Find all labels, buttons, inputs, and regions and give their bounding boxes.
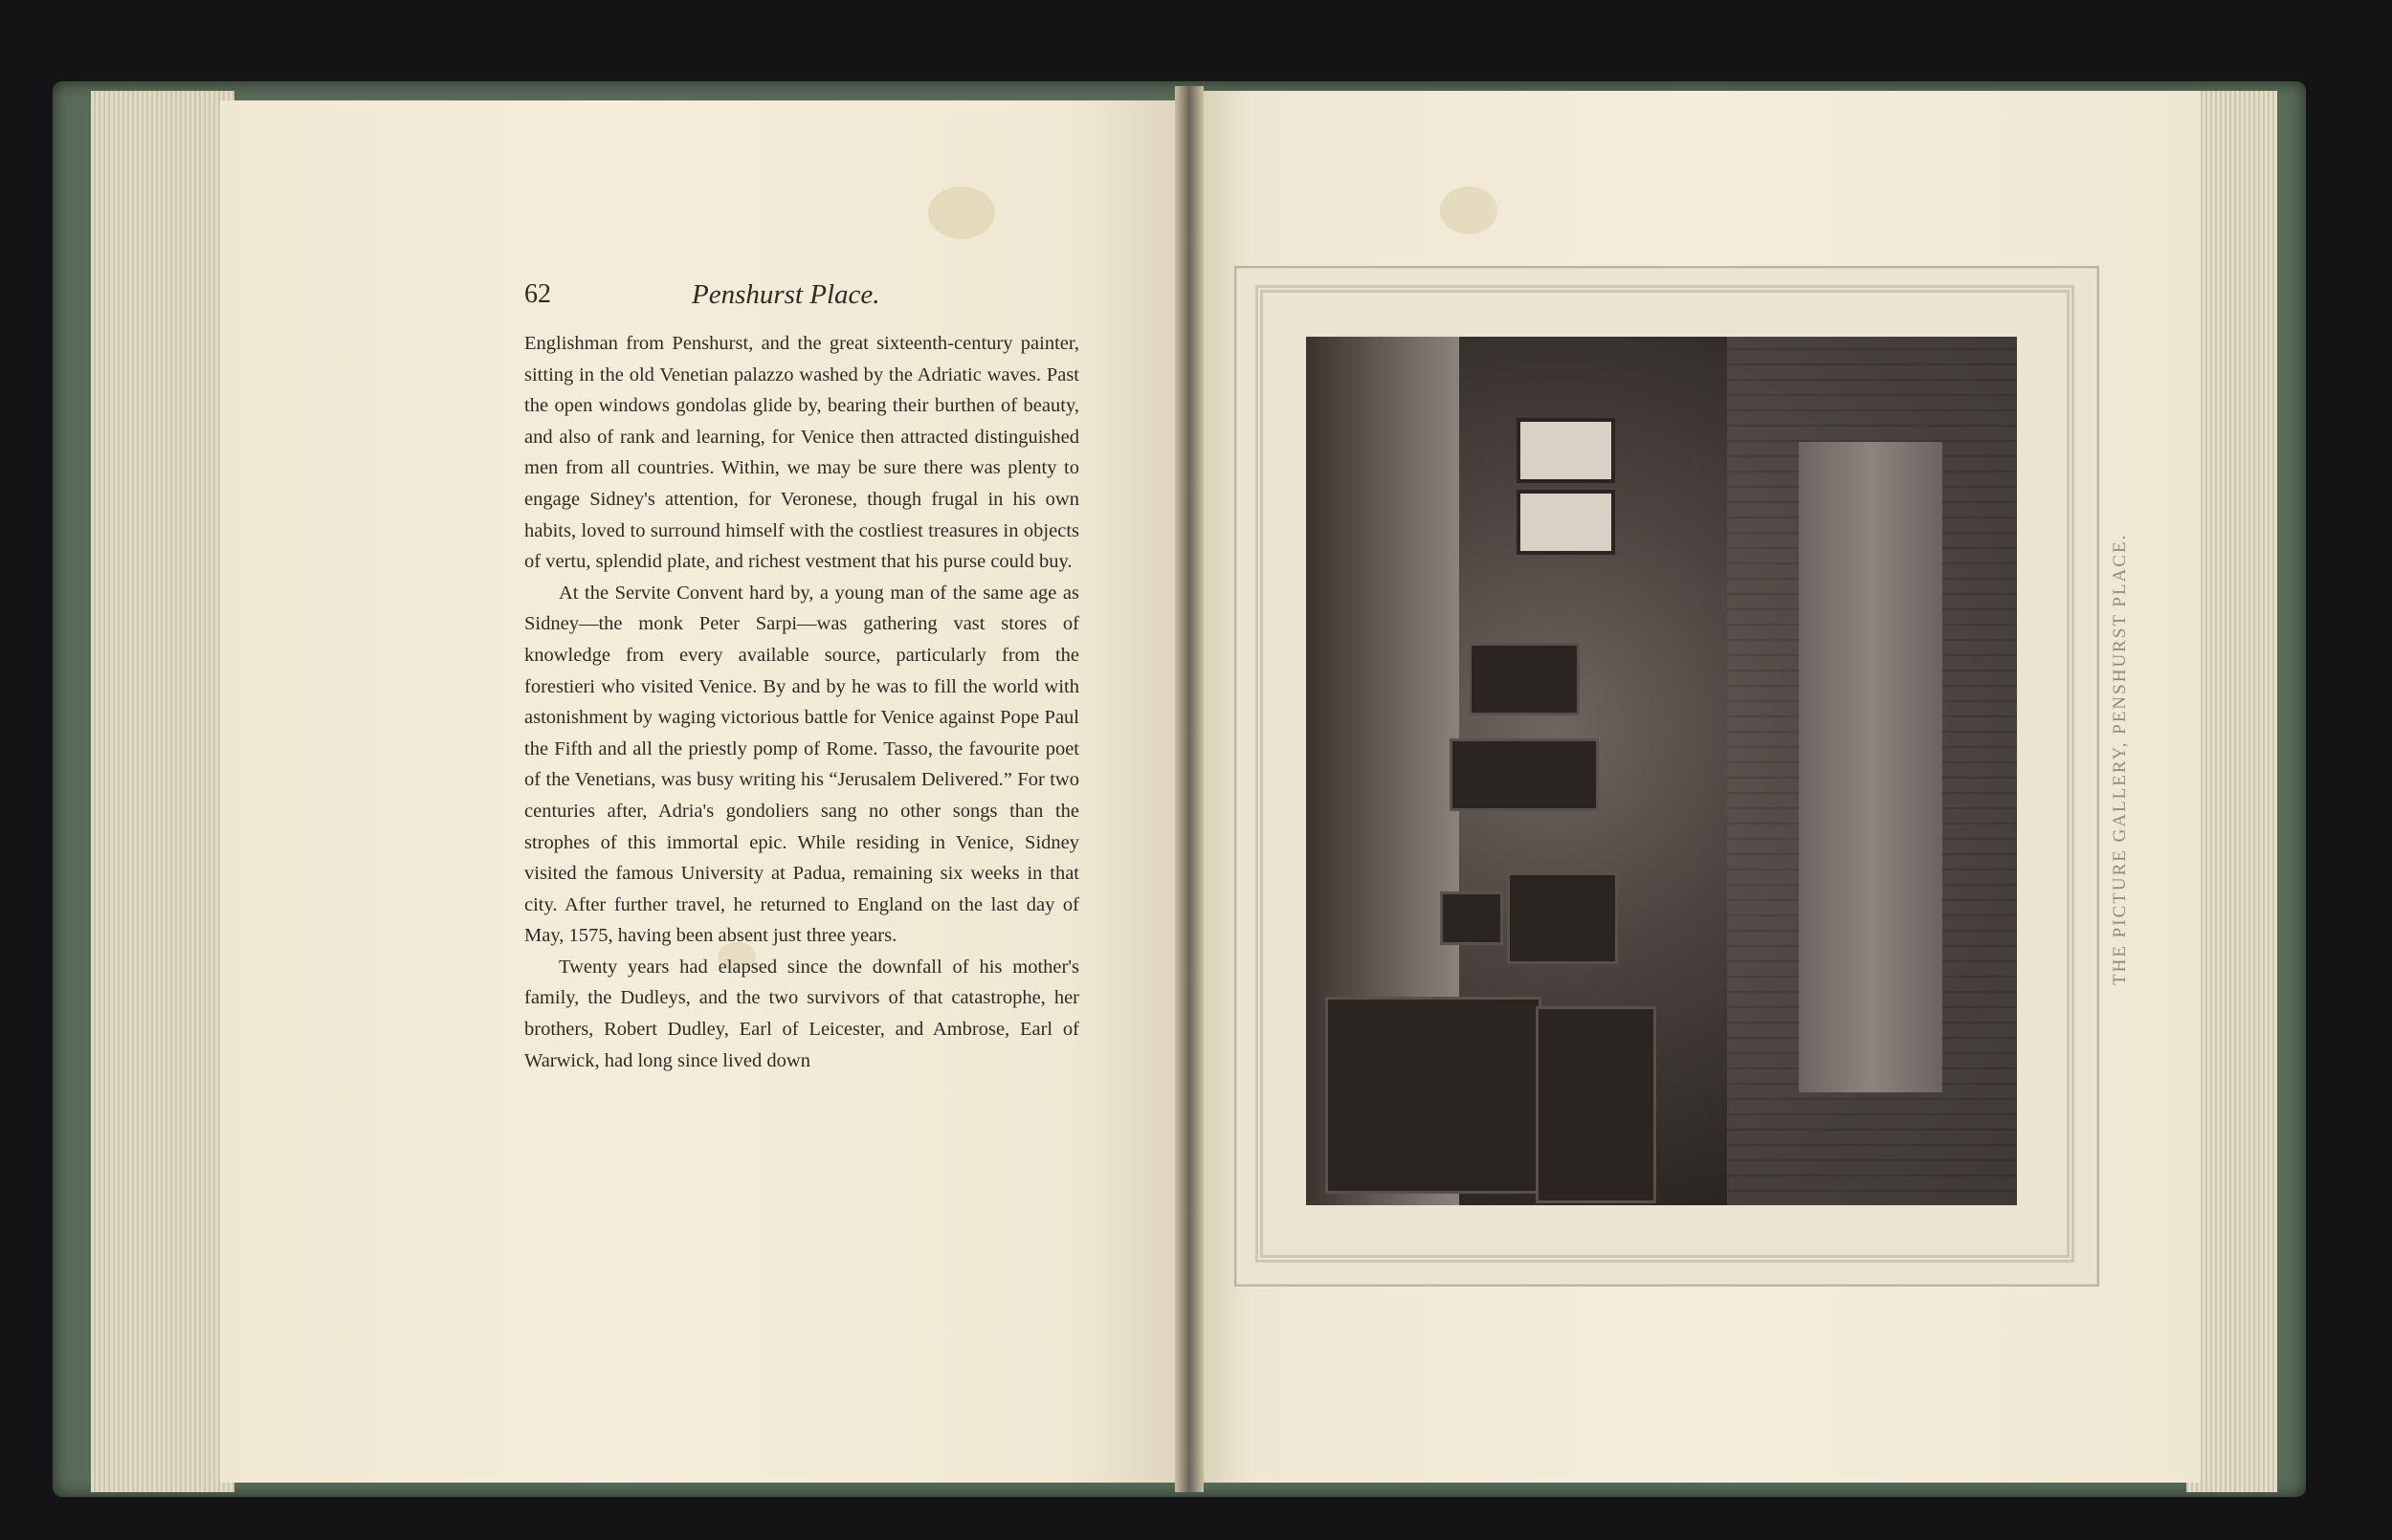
body-text [524,328,1079,1076]
picture-gallery-photograph [1306,337,2017,1205]
page-edges-left [91,91,234,1492]
paragraph-1: Englishman from Penshurst, and the great sixteenth-century painter, sitting in the old Venetian palazzo washed by the Adriatic waves. Past the open windows gondolas glide by, bearing their burthen of beauty, and also of rank and learning, for Venice then attracted distinguished men from all countries. Within, we may be sure there was plenty to engage Sidney's attention, for Veronese, though frugal in his own habits, loved to surround himself with the costliest treasures in objects of vertu, splendid plate, and richest vestment that his purse could buy. [524,333,1079,573]
plate-caption: THE PICTURE GALLERY, PENSHURST PLACE. [2110,533,2130,985]
book-gutter [1175,86,1204,1492]
paragraph-3: Twenty years had elapsed since the downfall of his mother's family, the Dudleys, and the two survivors of that catastrophe, her brothers, Robert Dudley, Earl of Leicester, and Ambrose, Earl of Warwick, had long since lived down [524,956,1079,1071]
page-header [524,279,1079,318]
paragraph-2: At the Servite Convent hard by, a young man of the same age as Sidney—the monk Peter Sarpi—was gathering vast stores of knowledge from every available source, particularly from the forestieri who visited Venice. By and by he was to fill the world with astonishment by waging victorious battle for Venice against Pope Paul the Fifth and all the priestly pomp of Rome. Tasso, the favourite poet of the Venetians, was busy writing his “Jerusalem Delivered.” For two centuries after, Adria's gondoliers sang no other songs than the strophes of this immortal epic. While residing in Venice, Sidney visited the famous University at Padua, remaining six weeks in that city. After further travel, he returned to England on the last day of May, 1575, having been absent just three years. [524,582,1079,947]
page-number: 62 [524,279,551,309]
running-title: Penshurst Place. [692,279,880,310]
